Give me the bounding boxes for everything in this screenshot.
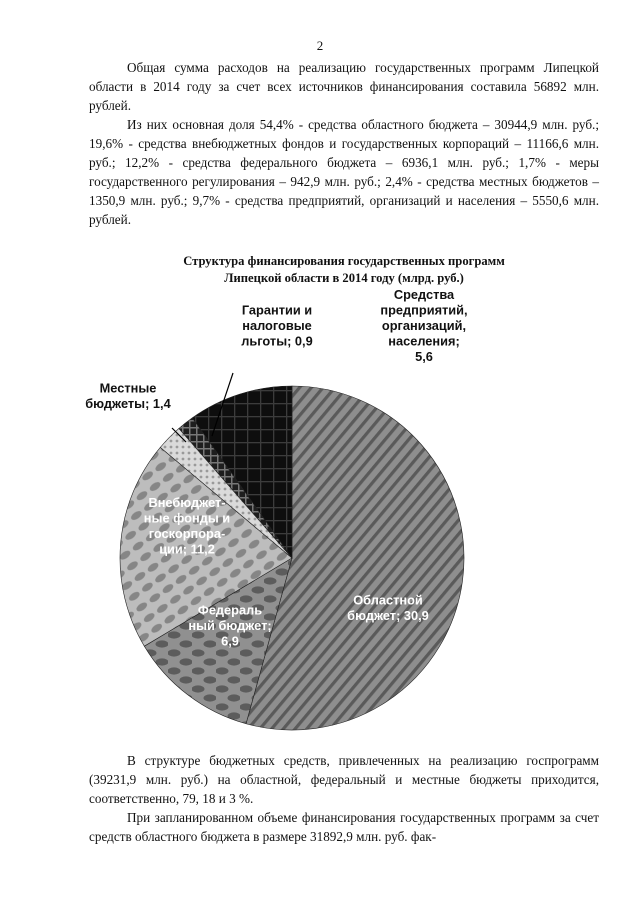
pie-label-oblast	[347, 592, 429, 623]
chart-title-line-2: Липецкой области в 2014 году (млрд. руб.)	[224, 271, 464, 285]
chart-title-line-1: Структура финансирования государственных программ	[183, 254, 505, 268]
pie-label-local-line: Местные	[99, 380, 157, 396]
pie-label-offbudget-line: ции; 11,2	[159, 541, 215, 557]
pie-label-oblast-line: бюджет; 30,9	[347, 607, 429, 623]
pie-label-federal-line: ный бюджет;	[188, 618, 272, 633]
pie-label-enterprises-line: организаций,	[381, 318, 467, 333]
pie-label-guarantees-line: Гарантии и	[241, 302, 313, 318]
pie-label-federal-line: 6,9	[221, 633, 239, 649]
pie-label-guarantees-line: льготы; 0,9	[241, 333, 313, 349]
paragraph-planned-volume: При запланированном объеме финансирования государственных программ за счет средств областного бюджета в размере 31892,9 млн. руб. фак-	[89, 810, 599, 844]
paragraph-breakdown: Из них основная доля 54,4% - средства областного бюджета – 30944,9 млн. руб.; 19,6% - средства внебюджетных фондов и государственных корпораций – 11166,6 млн. руб.; 12,2% - средства федерального бюджета – 6936,1 млн. руб.; 1,7% - меры государственного регулирования – 942,9 млн. руб.; 2,4% - средства местных бюджетов – 1350,9 млн. руб.; 9,7% - средства предприятий, организаций и населения – 5550,6 млн. рублей.	[89, 117, 599, 227]
pie-label-enterprises	[380, 287, 467, 364]
paragraph-total-expenses: Общая сумма расходов на реализацию государственных программ Липецкой области в 2014 году за счет всех источников финансирования составила 56892 млн. рублей.	[89, 60, 599, 113]
pie-label-federal-line: Федераль	[197, 602, 263, 618]
pie-label-enterprises-line: населения;	[388, 333, 460, 349]
pie-label-local	[85, 380, 171, 411]
pie-label-offbudget-line: ные фонды и	[143, 510, 231, 526]
paragraph-budget-structure: В структуре бюджетных средств, привлеченных на реализацию госпрограмм (39231,9 млн. руб.) на областной, федеральный и местные бюджеты приходится, соответственно, 79, 18 и 3 %.	[89, 753, 599, 806]
pie-label-offbudget-line: госкорпора-	[148, 525, 226, 541]
pie-label-guarantees-line: налоговые	[242, 318, 312, 333]
pie-label-oblast-line: Областной	[353, 592, 423, 608]
pie-label-enterprises-line: предприятий,	[380, 302, 468, 318]
pie-label-offbudget-line: Внебюджет-	[148, 494, 226, 510]
pie-label-enterprises-line: Средства	[393, 287, 455, 302]
page-number: 2	[316, 38, 324, 53]
pie-label-local-line: бюджеты; 1,4	[85, 395, 171, 411]
pie-label-guarantees	[241, 303, 312, 349]
pie-label-enterprises-line: 5,6	[415, 349, 433, 364]
